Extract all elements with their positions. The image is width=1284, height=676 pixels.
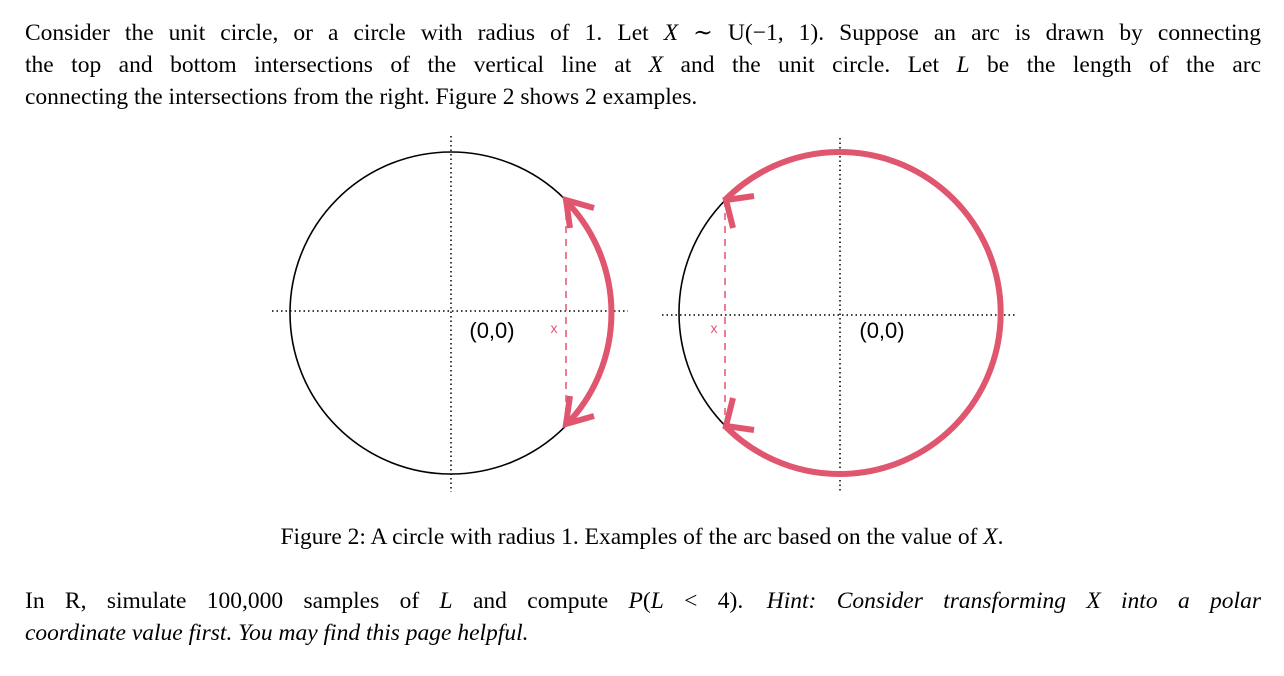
task-line-1	[25, 585, 1261, 617]
math-sim: ∼	[678, 20, 728, 46]
task-line-2: coordinate value first. You may find this page helpful.	[25, 620, 529, 646]
figure-svg	[0, 130, 1284, 500]
left-origin-label: (0,0)	[469, 318, 515, 343]
math-var-l: L	[439, 588, 453, 614]
text-segment: the top and bottom intersections of the vertical line at	[25, 52, 649, 78]
math-var-x: X	[648, 52, 664, 78]
right-arrowhead-bottom	[726, 398, 754, 430]
right-arc	[725, 152, 1001, 474]
math-uniform: U	[727, 20, 745, 46]
caption-var-x: X	[983, 524, 998, 550]
figure-caption	[0, 521, 1284, 553]
text-segment: . Suppose an arc is drawn by connecting	[818, 20, 1262, 46]
right-x-label: x	[710, 320, 718, 336]
math-paren: (	[642, 588, 651, 614]
caption-period: .	[997, 524, 1004, 550]
math-interval: (−1, 1)	[744, 20, 819, 46]
right-arrowhead-top	[726, 196, 754, 228]
math-var-l: L	[956, 52, 970, 78]
left-x-label: x	[550, 320, 558, 336]
math-var-l: L	[650, 588, 664, 614]
left-arc	[568, 203, 611, 423]
figure-2	[0, 130, 1284, 500]
right-origin-label: (0,0)	[859, 318, 905, 343]
text-segment: and compute	[452, 588, 629, 614]
text-segment: be the length of the arc	[969, 52, 1262, 78]
task-paragraph	[25, 585, 1261, 649]
text-segment: Consider the unit circle, or a circle with radius of 1. Let	[25, 20, 664, 46]
math-var-x: X	[663, 20, 679, 46]
math-prob-p: P	[628, 588, 643, 614]
right-example	[662, 138, 1016, 492]
hint-text: Hint: Consider transforming X into a polar	[766, 588, 1261, 614]
problem-paragraph	[25, 17, 1261, 113]
left-example	[272, 136, 628, 492]
paragraph-line-1	[25, 17, 1261, 49]
paragraph-line-2	[25, 49, 1261, 81]
text-segment: In R, simulate 100,000 samples of	[25, 588, 440, 614]
paragraph-line-3: connecting the intersections from the right. Figure 2 shows 2 examples.	[25, 84, 698, 110]
caption-text: Figure 2: A circle with radius 1. Examples of the arc based on the value of	[280, 524, 984, 550]
math-inequality: < 4).	[663, 588, 744, 614]
text-segment: and the unit circle. Let	[663, 52, 957, 78]
